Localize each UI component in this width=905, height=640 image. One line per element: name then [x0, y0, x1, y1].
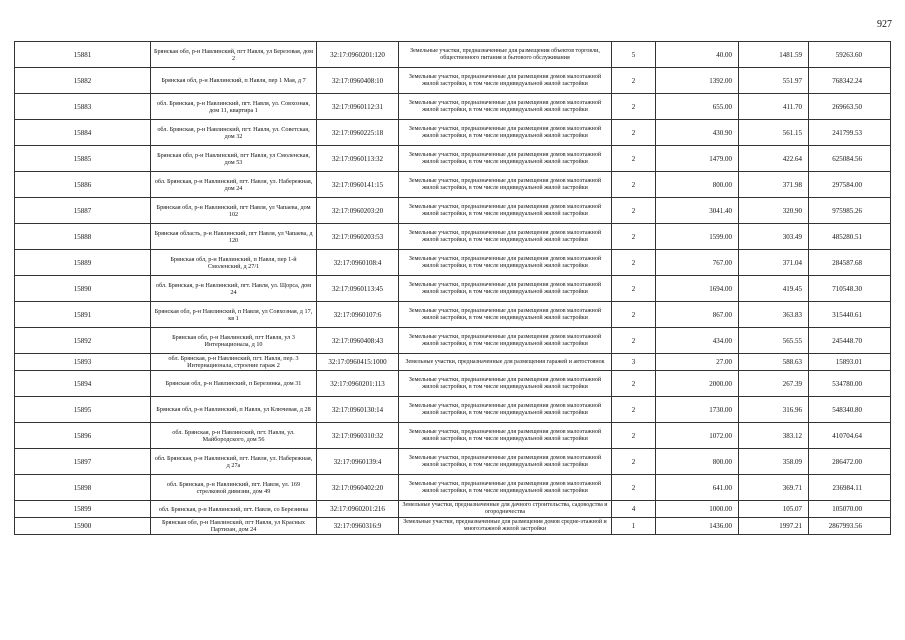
area-cell: 800.00	[656, 449, 739, 475]
cadastral-number-cell: 32:17:0960201:113	[317, 371, 399, 397]
record-number-cell: 15893	[15, 354, 151, 371]
use-group-cell: 3	[612, 354, 656, 371]
address-cell: обл. Брянская, р-н Навлинский, пгт. Навля, ул. Набережная, д 27а	[151, 449, 317, 475]
table-row	[15, 146, 891, 172]
permitted-use-cell: Земельные участки, предназначенные для размещения домов малоэтажной жилой застройки, в том числе индивидуальной жилой застройки	[399, 397, 612, 423]
cadastral-number-cell: 32:17:0960113:45	[317, 276, 399, 302]
table-row	[15, 224, 891, 250]
cadastral-number-cell: 32:17:0960139:4	[317, 449, 399, 475]
record-number-cell: 15898	[15, 475, 151, 501]
cadastral-value-cell: 710548.30	[809, 276, 891, 302]
area-cell: 40.00	[656, 42, 739, 68]
address-cell: обл. Брянская, р-н Навлинский, пгт. Навля, ул. Советская, дом 32	[151, 120, 317, 146]
cadastral-value-cell: 284587.68	[809, 250, 891, 276]
cadastral-number-cell: 32:17:0960107:6	[317, 302, 399, 328]
address-cell: Брянская обл, р-н Навлинский, пгт Навля, ул Смоленская, дом 53	[151, 146, 317, 172]
record-number-cell: 15884	[15, 120, 151, 146]
cadastral-value-cell: 15893.01	[809, 354, 891, 371]
address-cell: Брянская обл, р-н Навлинский, пгт Навля, ул Березовая, дом 2	[151, 42, 317, 68]
record-number-cell: 15883	[15, 94, 151, 120]
record-number-cell: 15889	[15, 250, 151, 276]
permitted-use-cell: Земельные участки, предназначенные для размещения домов малоэтажной жилой застройки, в том числе индивидуальной жилой застройки	[399, 276, 612, 302]
cadastral-value-cell: 315440.61	[809, 302, 891, 328]
cadastral-number-cell: 32:17:0960316:9	[317, 518, 399, 535]
permitted-use-cell: Земельные участки, предназначенные для размещения домов малоэтажной жилой застройки, в том числе индивидуальной жилой застройки	[399, 198, 612, 224]
permitted-use-cell: Земельные участки, предназначенные для размещения домов малоэтажной жилой застройки, в том числе индивидуальной жилой застройки	[399, 371, 612, 397]
address-cell: обл. Брянская, р-н Навлинский, пгт. Навля, со Березинка	[151, 501, 317, 518]
table-row	[15, 354, 891, 371]
cadastral-number-cell: 32:17:0960108:4	[317, 250, 399, 276]
address-cell: обл. Брянская, р-н Навлинский, пгт. Навля, ул. Майбородского, дом 56	[151, 423, 317, 449]
record-number-cell: 15899	[15, 501, 151, 518]
area-cell: 641.00	[656, 475, 739, 501]
record-number-cell: 15891	[15, 302, 151, 328]
area-cell: 430.90	[656, 120, 739, 146]
permitted-use-cell: Земельные участки, предназначенные для размещения домов малоэтажной жилой застройки, в том числе индивидуальной жилой застройки	[399, 250, 612, 276]
permitted-use-cell: Земельные участки, предназначенные для размещения домов малоэтажной жилой застройки, в том числе индивидуальной жилой застройки	[399, 302, 612, 328]
address-cell: Брянская обл, р-н Навлинский, пгт Навля, ул Красных Партизан, дом 24	[151, 518, 317, 535]
cadastral-number-cell: 32:17:0960225:18	[317, 120, 399, 146]
cadastral-value-cell: 548340.80	[809, 397, 891, 423]
area-cell: 27.00	[656, 354, 739, 371]
cadastral-value-cell: 105070.00	[809, 501, 891, 518]
table-row	[15, 518, 891, 535]
permitted-use-cell: Земельные участки, предназначенные для размещения домов малоэтажной жилой застройки, в том числе индивидуальной жилой застройки	[399, 146, 612, 172]
table-row	[15, 42, 891, 68]
use-group-cell: 2	[612, 397, 656, 423]
specific-value-cell: 363.83	[739, 302, 809, 328]
specific-value-cell: 303.49	[739, 224, 809, 250]
area-cell: 1730.00	[656, 397, 739, 423]
cadastral-value-cell: 59263.60	[809, 42, 891, 68]
permitted-use-cell: Земельные участки, предназначенные для размещения гаражей и автостоянок	[399, 354, 612, 371]
specific-value-cell: 1481.59	[739, 42, 809, 68]
permitted-use-cell: Земельные участки, предназначенные для размещения домов малоэтажной жилой застройки, в том числе индивидуальной жилой застройки	[399, 94, 612, 120]
cadastral-value-cell: 269663.50	[809, 94, 891, 120]
area-cell: 1694.00	[656, 276, 739, 302]
cadastral-number-cell: 32:17:0960141:15	[317, 172, 399, 198]
permitted-use-cell: Земельные участки, предназначенные для размещения домов малоэтажной жилой застройки, в том числе индивидуальной жилой застройки	[399, 224, 612, 250]
use-group-cell: 2	[612, 328, 656, 354]
specific-value-cell: 419.45	[739, 276, 809, 302]
cadastral-value-cell: 768342.24	[809, 68, 891, 94]
specific-value-cell: 369.71	[739, 475, 809, 501]
address-cell: Брянская обл, р-н Навлинский, п Навля, ул Ключевая, д 28	[151, 397, 317, 423]
area-cell: 1436.00	[656, 518, 739, 535]
cadastral-number-cell: 32:17:0960201:216	[317, 501, 399, 518]
use-group-cell: 2	[612, 475, 656, 501]
specific-value-cell: 1997.21	[739, 518, 809, 535]
permitted-use-cell: Земельные участки, предназначенные для дачного строительства, садоводства и огородничества	[399, 501, 612, 518]
cadastral-value-cell: 975985.26	[809, 198, 891, 224]
table-row	[15, 449, 891, 475]
record-number-cell: 15892	[15, 328, 151, 354]
address-cell: Брянская обл, р-н Навлинский, п Навля, ул Совхозная, д 17, кв 1	[151, 302, 317, 328]
use-group-cell: 2	[612, 120, 656, 146]
permitted-use-cell: Земельные участки, предназначенные для размещения объектов торговли, общественного питания и бытового обслуживания	[399, 42, 612, 68]
permitted-use-cell: Земельные участки, предназначенные для размещения домов малоэтажной жилой застройки, в том числе индивидуальной жилой застройки	[399, 328, 612, 354]
permitted-use-cell: Земельные участки, предназначенные для размещения домов малоэтажной жилой застройки, в том числе индивидуальной жилой застройки	[399, 475, 612, 501]
table-body	[15, 42, 891, 535]
table-row	[15, 250, 891, 276]
cadastral-value-cell: 625084.56	[809, 146, 891, 172]
area-cell: 434.00	[656, 328, 739, 354]
address-cell: Брянская обл, р-н Навлинский, п Навля, пер 1 Мая, д 7	[151, 68, 317, 94]
cadastral-value-cell: 410704.64	[809, 423, 891, 449]
cadastral-number-cell: 32:17:0960408:43	[317, 328, 399, 354]
table-row	[15, 328, 891, 354]
record-number-cell: 15887	[15, 198, 151, 224]
cadastral-number-cell: 32:17:0960201:120	[317, 42, 399, 68]
specific-value-cell: 561.15	[739, 120, 809, 146]
address-cell: обл. Брянская, р-н Навлинский, пгт. Навля, ул. Совхозная, дом 11, квартира 1	[151, 94, 317, 120]
specific-value-cell: 565.55	[739, 328, 809, 354]
specific-value-cell: 411.70	[739, 94, 809, 120]
cadastral-value-cell: 2867993.56	[809, 518, 891, 535]
address-cell: обл. Брянская, р-н Навлинский, пгт. Навля, ул. Щорса, дом 24	[151, 276, 317, 302]
use-group-cell: 2	[612, 250, 656, 276]
area-cell: 1479.00	[656, 146, 739, 172]
address-cell: Брянская обл, р-н Навлинский, п Березинка, дом 31	[151, 371, 317, 397]
permitted-use-cell: Земельные участки, предназначенные для размещения домов малоэтажной жилой застройки, в том числе индивидуальной жилой застройки	[399, 423, 612, 449]
area-cell: 1392.00	[656, 68, 739, 94]
specific-value-cell: 105.07	[739, 501, 809, 518]
address-cell: обл. Брянская, р-н Навлинский, пгт. Навля, ул. 169 стрелковой дивизии, дом 49	[151, 475, 317, 501]
table-row	[15, 371, 891, 397]
permitted-use-cell: Земельные участки, предназначенные для размещения домов средне-этажной и многоэтажной жилой застройки	[399, 518, 612, 535]
record-number-cell: 15882	[15, 68, 151, 94]
cadastral-value-cell: 297584.00	[809, 172, 891, 198]
cadastral-value-cell: 485280.51	[809, 224, 891, 250]
specific-value-cell: 383.12	[739, 423, 809, 449]
record-number-cell: 15896	[15, 423, 151, 449]
use-group-cell: 2	[612, 198, 656, 224]
table-row	[15, 302, 891, 328]
table-row	[15, 120, 891, 146]
cadastral-value-cell: 534780.00	[809, 371, 891, 397]
record-number-cell: 15885	[15, 146, 151, 172]
record-number-cell: 15897	[15, 449, 151, 475]
address-cell: Брянская обл, р-н Навлинский, пгт Навля, ул 3 Интернационала, д 10	[151, 328, 317, 354]
specific-value-cell: 320.90	[739, 198, 809, 224]
use-group-cell: 2	[612, 68, 656, 94]
use-group-cell: 2	[612, 172, 656, 198]
area-cell: 2000.00	[656, 371, 739, 397]
cadastral-value-cell: 236984.11	[809, 475, 891, 501]
table-row	[15, 94, 891, 120]
area-cell: 1000.00	[656, 501, 739, 518]
table-row	[15, 501, 891, 518]
use-group-cell: 1	[612, 518, 656, 535]
specific-value-cell: 371.98	[739, 172, 809, 198]
use-group-cell: 4	[612, 501, 656, 518]
cadastral-number-cell: 32:17:0960408:10	[317, 68, 399, 94]
record-number-cell: 15894	[15, 371, 151, 397]
cadastral-number-cell: 32:17:0960203:53	[317, 224, 399, 250]
cadastral-number-cell: 32:17:0960402:20	[317, 475, 399, 501]
use-group-cell: 5	[612, 42, 656, 68]
area-cell: 867.00	[656, 302, 739, 328]
specific-value-cell: 267.39	[739, 371, 809, 397]
record-number-cell: 15895	[15, 397, 151, 423]
cadastral-number-cell: 32:17:0960113:32	[317, 146, 399, 172]
area-cell: 767.00	[656, 250, 739, 276]
cadastral-number-cell: 32:17:0960310:32	[317, 423, 399, 449]
page-number: 927	[877, 19, 892, 30]
cadastral-number-cell: 32:17:0960112:31	[317, 94, 399, 120]
record-number-cell: 15886	[15, 172, 151, 198]
table-row	[15, 198, 891, 224]
use-group-cell: 2	[612, 276, 656, 302]
address-cell: Брянская обл, р-н Навлинский, п Навля, пер 1-й Смоленский, д 27/1	[151, 250, 317, 276]
use-group-cell: 2	[612, 302, 656, 328]
address-cell: Брянская область, р-н Навлинский, пгт Навля, ул Чапаева, д 120	[151, 224, 317, 250]
cadastral-number-cell: 32:17:0960203:20	[317, 198, 399, 224]
area-cell: 1599.00	[656, 224, 739, 250]
specific-value-cell: 358.09	[739, 449, 809, 475]
use-group-cell: 2	[612, 146, 656, 172]
area-cell: 800.00	[656, 172, 739, 198]
use-group-cell: 2	[612, 224, 656, 250]
specific-value-cell: 588.63	[739, 354, 809, 371]
table-row	[15, 397, 891, 423]
cadastral-value-cell: 241799.53	[809, 120, 891, 146]
table-row	[15, 172, 891, 198]
use-group-cell: 2	[612, 94, 656, 120]
table-row	[15, 423, 891, 449]
area-cell: 3041.40	[656, 198, 739, 224]
permitted-use-cell: Земельные участки, предназначенные для размещения домов малоэтажной жилой застройки, в том числе индивидуальной жилой застройки	[399, 68, 612, 94]
specific-value-cell: 316.96	[739, 397, 809, 423]
record-number-cell: 15900	[15, 518, 151, 535]
permitted-use-cell: Земельные участки, предназначенные для размещения домов малоэтажной жилой застройки, в том числе индивидуальной жилой застройки	[399, 172, 612, 198]
table-row	[15, 475, 891, 501]
specific-value-cell: 551.97	[739, 68, 809, 94]
address-cell: обл. Брянская, р-н Навлинский, пгт. Навля, пер. 3 Интернационала, строение гараж 2	[151, 354, 317, 371]
use-group-cell: 2	[612, 423, 656, 449]
cadastral-number-cell: 32:17:0960415:1000	[317, 354, 399, 371]
area-cell: 655.00	[656, 94, 739, 120]
address-cell: Брянская обл, р-н Навлинский, пгт Навля, ул Чапаева, дом 102	[151, 198, 317, 224]
use-group-cell: 2	[612, 449, 656, 475]
cadastral-value-cell: 286472.00	[809, 449, 891, 475]
area-cell: 1072.00	[656, 423, 739, 449]
cadastral-value-cell: 245448.70	[809, 328, 891, 354]
table-row	[15, 276, 891, 302]
use-group-cell: 2	[612, 371, 656, 397]
cadastral-value-table	[14, 41, 891, 535]
permitted-use-cell: Земельные участки, предназначенные для размещения домов малоэтажной жилой застройки, в том числе индивидуальной жилой застройки	[399, 120, 612, 146]
table-row	[15, 68, 891, 94]
specific-value-cell: 422.64	[739, 146, 809, 172]
specific-value-cell: 371.04	[739, 250, 809, 276]
address-cell: обл. Брянская, р-н Навлинский, пгт. Навля, ул. Набережная, дом 24	[151, 172, 317, 198]
record-number-cell: 15881	[15, 42, 151, 68]
permitted-use-cell: Земельные участки, предназначенные для размещения домов малоэтажной жилой застройки, в том числе индивидуальной жилой застройки	[399, 449, 612, 475]
record-number-cell: 15890	[15, 276, 151, 302]
cadastral-number-cell: 32:17:0960130:14	[317, 397, 399, 423]
record-number-cell: 15888	[15, 224, 151, 250]
